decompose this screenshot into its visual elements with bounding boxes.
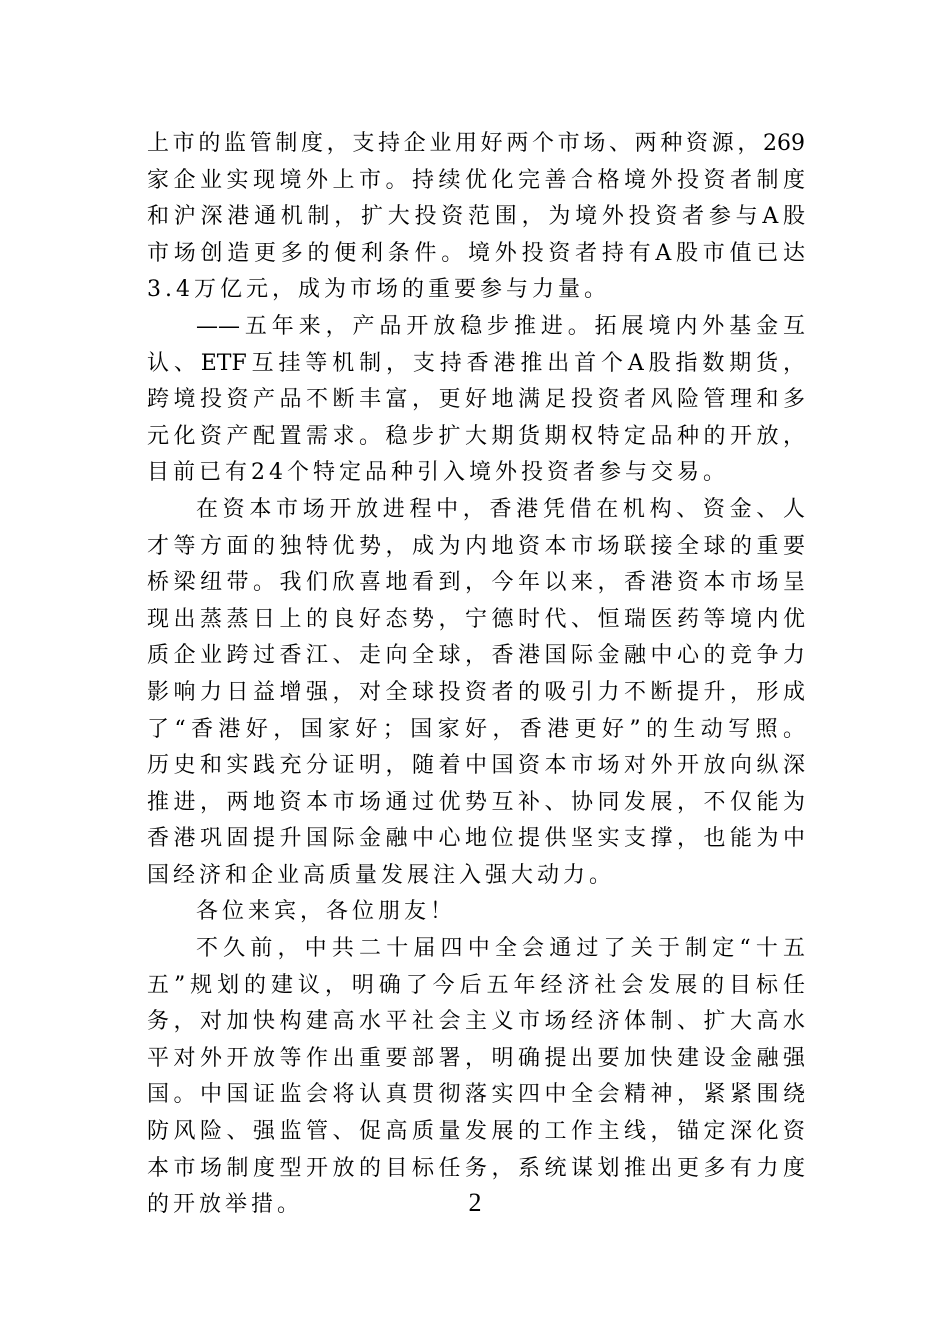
text-line: 防风险、强监管、促高质量发展的工作主线，锚定深化资 [147,1119,805,1145]
text-line: 不久前，中共二十届四中全会通过了关于制定“十五 [196,936,805,962]
text-line: 认、ETF互挂等机制，支持香港推出首个A股指数期货， [147,350,805,376]
text-line: 香港巩固提升国际金融中心地位提供坚实支撑，也能为中 [147,826,805,852]
text-line: 五”规划的建议，明确了今后五年经济社会发展的目标任 [147,972,805,998]
text-line: 市场创造更多的便利条件。境外投资者持有A股市值已达 [147,240,805,266]
text-line: 和沪深港通机制，扩大投资范围，为境外投资者参与A股 [147,204,805,230]
body-text [147,126,805,1224]
text-line: 推进，两地资本市场通过优势互补、协同发展，不仅能为 [147,789,805,815]
text-line: 才等方面的独特优势，成为内地资本市场联接全球的重要 [147,533,805,559]
paragraph-4-salutation [147,894,805,931]
text-line: 元化资产配置需求。稳步扩大期货期权特定品种的开放， [147,423,805,449]
text-line: 上市的监管制度，支持企业用好两个市场、两种资源，269 [147,131,805,156]
text-line: 国。中国证监会将认真贯彻落实四中全会精神，紧紧围绕 [147,1082,805,1108]
text-line: 现出蒸蒸日上的良好态势，宁德时代、恒瑞医药等境内优 [147,606,805,632]
text-line: 平对外开放等作出重要部署，明确提出要加快建设金融强 [147,1045,805,1071]
text-line: 质企业跨过香江、走向全球，香港国际金融中心的竞争力 [147,643,805,669]
text-line: 家企业实现境外上市。持续优化完善合格境外投资者制度 [147,167,805,193]
text-line: 3.4万亿元，成为市场的重要参与力量。 [147,277,610,303]
page-number: 2 [468,1188,482,1217]
text-line: 的开放举措。 [147,1192,304,1218]
paragraph-3 [147,492,805,895]
text-line: 跨境投资产品不断丰富，更好地满足投资者风险管理和多 [147,387,805,413]
text-line: 影响力日益增强，对全球投资者的吸引力不断提升，形成 [147,679,805,705]
text-line: 历史和实践充分证明，随着中国资本市场对外开放向纵深 [147,753,805,779]
paragraph-5 [147,931,805,1224]
text-line: 国经济和企业高质量发展注入强大动力。 [147,862,616,888]
text-line: 桥梁纽带。我们欣喜地看到，今年以来，香港资本市场呈 [147,570,805,596]
text-line: 了“香港好，国家好；国家好，香港更好”的生动写照。 [147,716,805,742]
paragraph-1 [147,126,805,309]
paragraph-2 [147,309,805,492]
text-line: 目前已有24个特定品种引入境外投资者参与交易。 [147,460,729,486]
salutation-line: 各位来宾，各位朋友！ [196,899,457,925]
text-line: 在资本市场开放进程中，香港凭借在机构、资金、人 [196,496,805,522]
text-line: ——五年来，产品开放稳步推进。拓展境内外基金互 [196,313,805,339]
text-line: 务，对加快构建高水平社会主义市场经济体制、扩大高水 [147,1009,805,1035]
text-line: 本市场制度型开放的目标任务，系统谋划推出更多有力度 [147,1155,805,1181]
